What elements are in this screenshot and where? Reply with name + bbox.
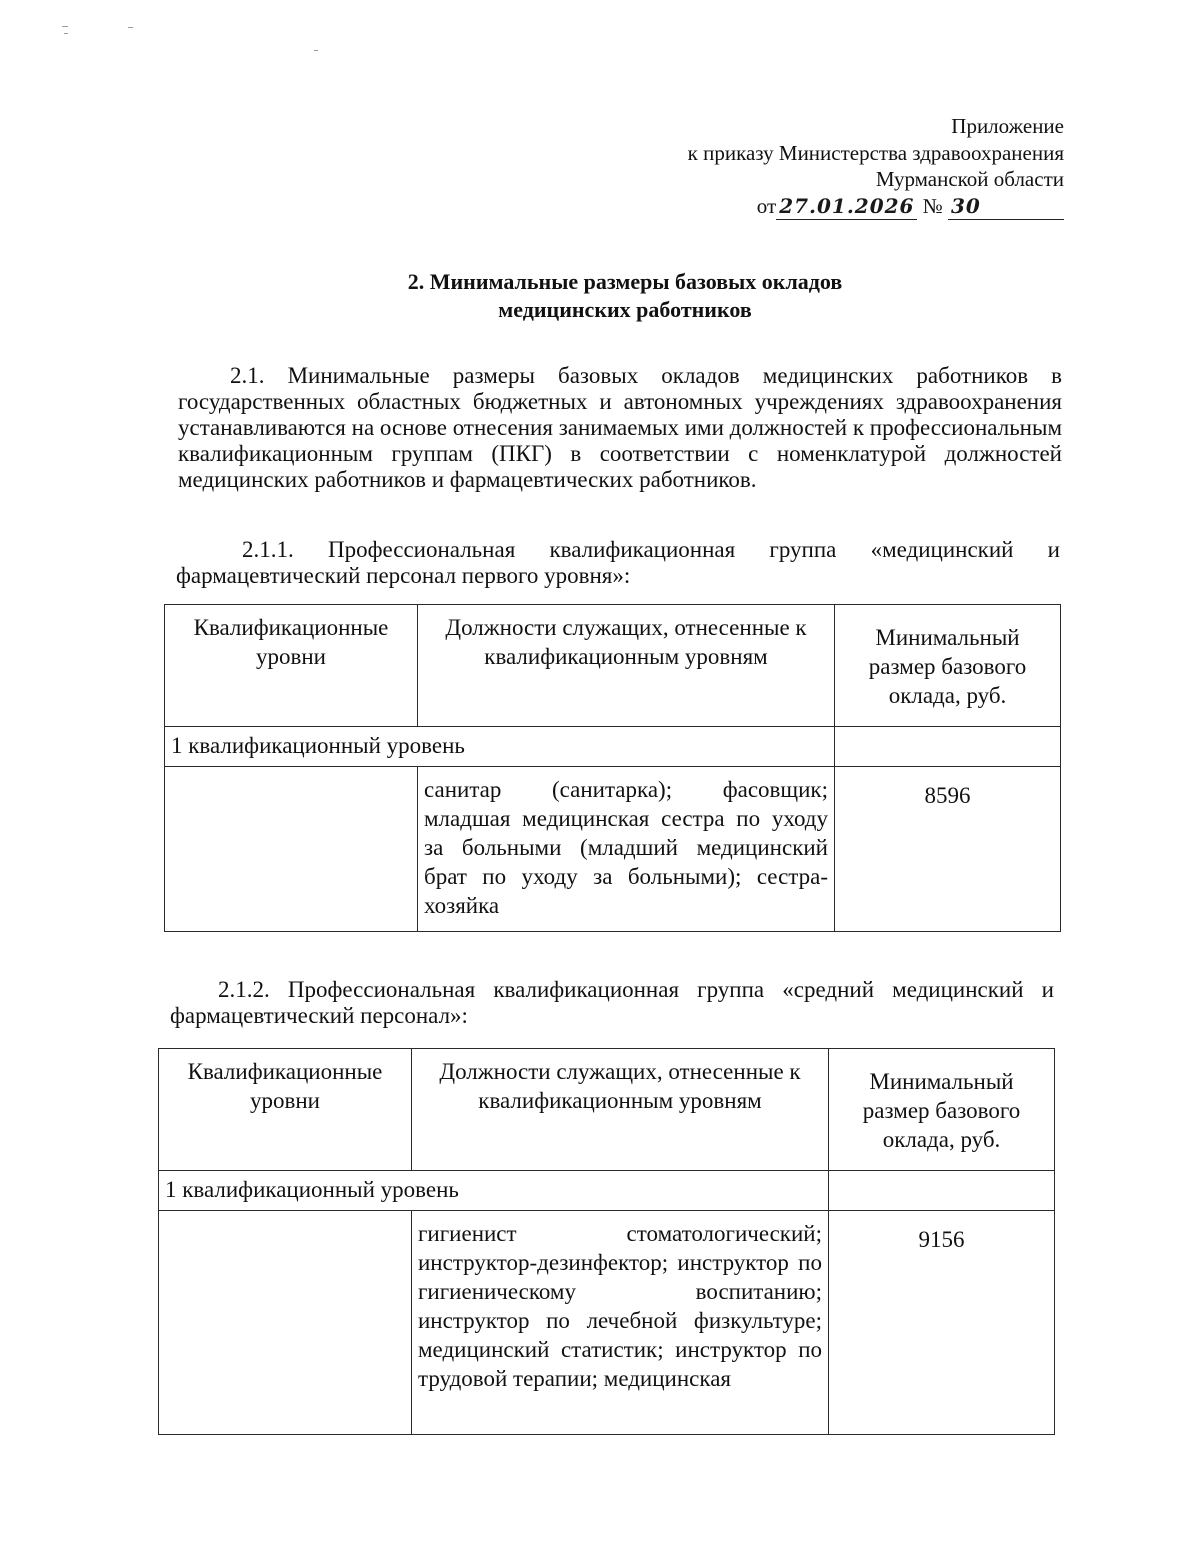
scan-speck <box>62 26 68 27</box>
table2-salary-value: 9156 <box>829 1211 1055 1435</box>
table2-header-positions: Должности служащих, отнесенные к квалификационным уровням <box>412 1049 829 1171</box>
table1-header-salary: Минимальный размер базового оклада, руб. <box>835 605 1061 727</box>
paragraph-2-1-2: 2.1.2. Профессиональная квалификационная группа «средний медицинский и фармацевтический персонал»: <box>170 977 1054 1028</box>
scan-speck <box>64 33 68 34</box>
order-date-number-line <box>544 193 1064 221</box>
table2-level-empty-cell <box>829 1171 1055 1211</box>
table2-level-label: 1 квалификационный уровень <box>159 1171 829 1211</box>
appendix-label: Приложение <box>951 114 1064 138</box>
region-name: Мурманской области <box>875 167 1064 191</box>
appendix-header <box>544 113 1064 220</box>
table1-salary-value: 8596 <box>835 767 1061 932</box>
paragraph-2-1-1: 2.1.1. Профессиональная квалификационная группа «медицинский и фармацевтический персонал первого уровня»: <box>176 537 1060 588</box>
table2-positions: гигиенист стоматологический; инструктор-дезинфектор; инструктор по гигиеническому воспитанию; инструктор по лечебной физкультуре; медицинский статистик; инструктор по трудовой терапии; медицинская <box>412 1211 829 1435</box>
scan-speck <box>314 50 318 51</box>
scan-speck <box>128 27 133 28</box>
table1-level-label: 1 квалификационный уровень <box>165 727 835 767</box>
salary-table-middle-level <box>158 1048 1055 1435</box>
order-number-handwritten: 30 <box>951 193 981 218</box>
table1-header-positions: Должности служащих, отнесенные к квалификационным уровням <box>418 605 835 727</box>
table2-header-salary: Минимальный размер базового оклада, руб. <box>829 1049 1055 1171</box>
section-title-line1: 2. Минимальные размеры базовых окладов <box>407 269 843 294</box>
number-sign: № <box>922 193 943 218</box>
order-reference: к приказу Министерства здравоохранения <box>687 140 1064 165</box>
paragraph-2-1: 2.1. Минимальные размеры базовых окладов медицинских работников в государственных областных бюджетных и автономных учреждениях здравоохранения устанавливаются на основе отнесения занимаемых ими должностей к профессиональным квалификационным группам (ПКГ) в соответствии с номенклатурой должностей медицинских работников и фармацевтических работников. <box>178 363 1062 492</box>
order-date-handwritten: 27.01.2026 <box>779 193 915 218</box>
section-title-line2: медицинских работников <box>498 297 752 322</box>
table2-header-levels: Квалификационные уровни <box>159 1049 412 1171</box>
table1-empty-level-cell <box>165 767 418 932</box>
salary-table-first-level <box>164 604 1061 932</box>
table1-header-levels: Квалификационные уровни <box>165 605 418 727</box>
table2-empty-level-cell <box>159 1211 412 1435</box>
section-title <box>180 268 1070 324</box>
table1-positions: санитар (санитарка); фасовщик; младшая медицинская сестра по уходу за больными (младший медицинский брат по уходу за больными); сестра-хозяйка <box>418 767 835 932</box>
from-prefix: от <box>756 193 777 218</box>
table1-level-empty-cell <box>835 727 1061 767</box>
